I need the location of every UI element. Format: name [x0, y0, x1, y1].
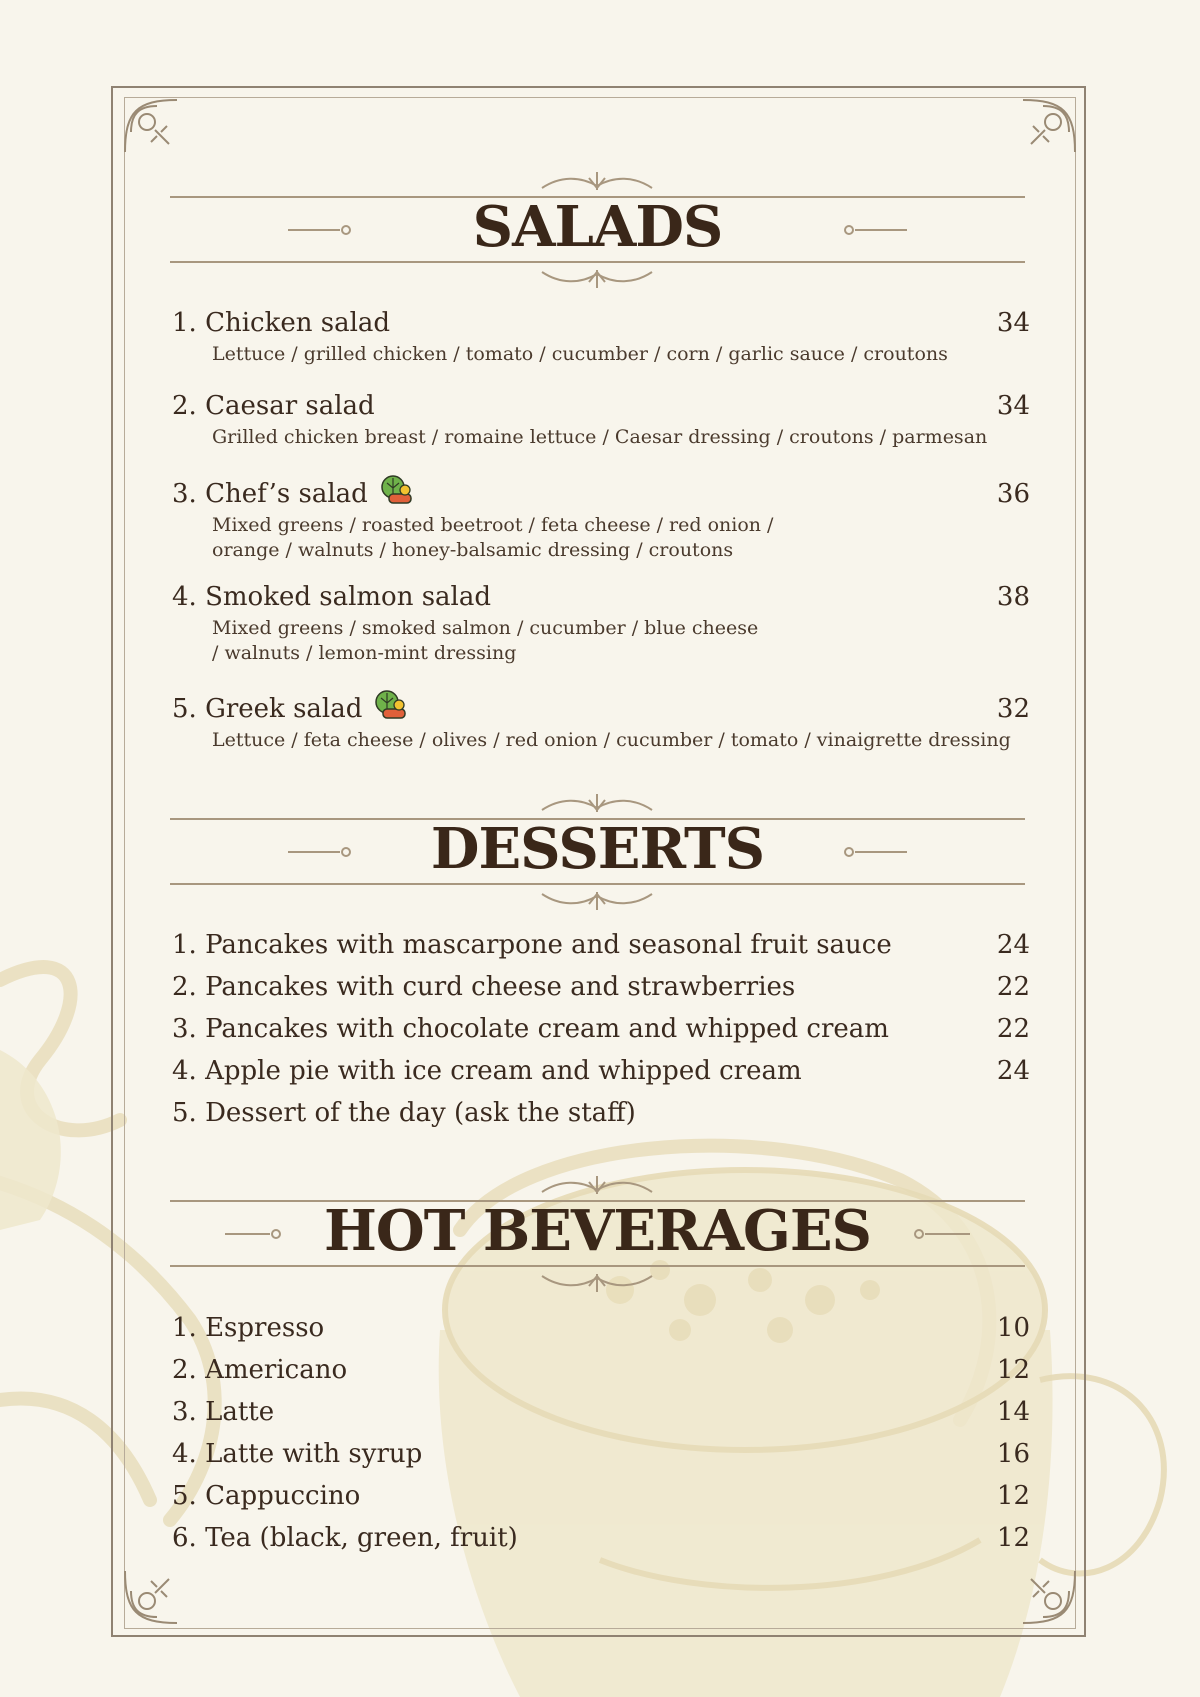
item-name: 1. Chicken salad	[172, 308, 391, 338]
item-price: 24	[996, 930, 1030, 960]
desserts-title: DESSERTS	[430, 816, 765, 882]
item-price: 24	[996, 1056, 1030, 1086]
list-item	[172, 1355, 1030, 1397]
menu-item	[172, 474, 1030, 563]
vegetarian-icon	[379, 474, 413, 506]
item-price: 34	[996, 391, 1030, 421]
hot-beverages-title: HOT BEVERAGES	[324, 1198, 871, 1264]
item-description: orange / walnuts / honey-balsamic dressing / croutons	[212, 539, 734, 561]
item-price: 38	[996, 582, 1030, 612]
item-price: 36	[996, 479, 1030, 509]
list-item	[172, 1313, 1030, 1355]
list-item	[172, 930, 1030, 972]
item-name: 4. Apple pie with ice cream and whipped cream	[172, 1056, 802, 1086]
item-price: 12	[996, 1481, 1030, 1511]
hot-beverages-list	[172, 1313, 1030, 1565]
item-name: 3. Chef’s salad	[172, 479, 368, 509]
item-description: Mixed greens / roasted beetroot / feta cheese / red onion /	[212, 514, 774, 536]
item-name: 6. Tea (black, green, fruit)	[172, 1523, 518, 1553]
item-description: Grilled chicken breast / romaine lettuce / Caesar dressing / croutons / parmesan	[212, 426, 988, 448]
list-item	[172, 1481, 1030, 1523]
desserts-list	[172, 930, 1030, 1140]
menu-item	[172, 582, 1030, 666]
item-name: 2. Caesar salad	[172, 391, 375, 421]
desserts-header	[170, 788, 1025, 918]
salads-title: SALADS	[472, 194, 723, 260]
item-name: 5. Dessert of the day (ask the staff)	[172, 1098, 636, 1128]
item-description: Lettuce / feta cheese / olives / red onion / cucumber / tomato / vinaigrette dressing	[212, 729, 1011, 751]
list-item	[172, 1056, 1030, 1098]
item-name: 5. Greek salad	[172, 694, 363, 724]
item-name: 1. Pancakes with mascarpone and seasonal fruit sauce	[172, 930, 892, 960]
item-price: 22	[996, 1014, 1030, 1044]
list-item	[172, 1397, 1030, 1439]
item-price: 32	[996, 694, 1030, 724]
item-price: 16	[996, 1439, 1030, 1469]
menu-item	[172, 689, 1030, 753]
menu-item	[172, 391, 1030, 450]
item-name: 4. Smoked salmon salad	[172, 582, 492, 612]
item-name: 2. Pancakes with curd cheese and strawberries	[172, 972, 796, 1002]
item-name: 5. Cappuccino	[172, 1481, 361, 1511]
list-item	[172, 1439, 1030, 1481]
item-description: / walnuts / lemon-mint dressing	[212, 642, 517, 664]
item-name: 3. Latte	[172, 1397, 275, 1427]
list-item	[172, 972, 1030, 1014]
item-description: Mixed greens / smoked salmon / cucumber / blue cheese	[212, 617, 759, 639]
item-price: 10	[996, 1313, 1030, 1343]
menu-item	[172, 308, 1030, 367]
item-name: 1. Espresso	[172, 1313, 325, 1343]
item-price: 12	[996, 1523, 1030, 1553]
item-price: 14	[996, 1397, 1030, 1427]
item-price: 34	[996, 308, 1030, 338]
item-name: 3. Pancakes with chocolate cream and whipped cream	[172, 1014, 889, 1044]
hot-beverages-header	[170, 1170, 1025, 1300]
item-price: 12	[996, 1355, 1030, 1385]
item-name: 4. Latte with syrup	[172, 1439, 423, 1469]
list-item	[172, 1098, 1030, 1140]
item-description: Lettuce / grilled chicken / tomato / cucumber / corn / garlic sauce / croutons	[212, 343, 948, 365]
salads-header	[170, 166, 1025, 296]
item-name: 2. Americano	[172, 1355, 348, 1385]
list-item	[172, 1523, 1030, 1565]
list-item	[172, 1014, 1030, 1056]
vegetarian-icon	[373, 689, 407, 721]
item-price: 22	[996, 972, 1030, 1002]
